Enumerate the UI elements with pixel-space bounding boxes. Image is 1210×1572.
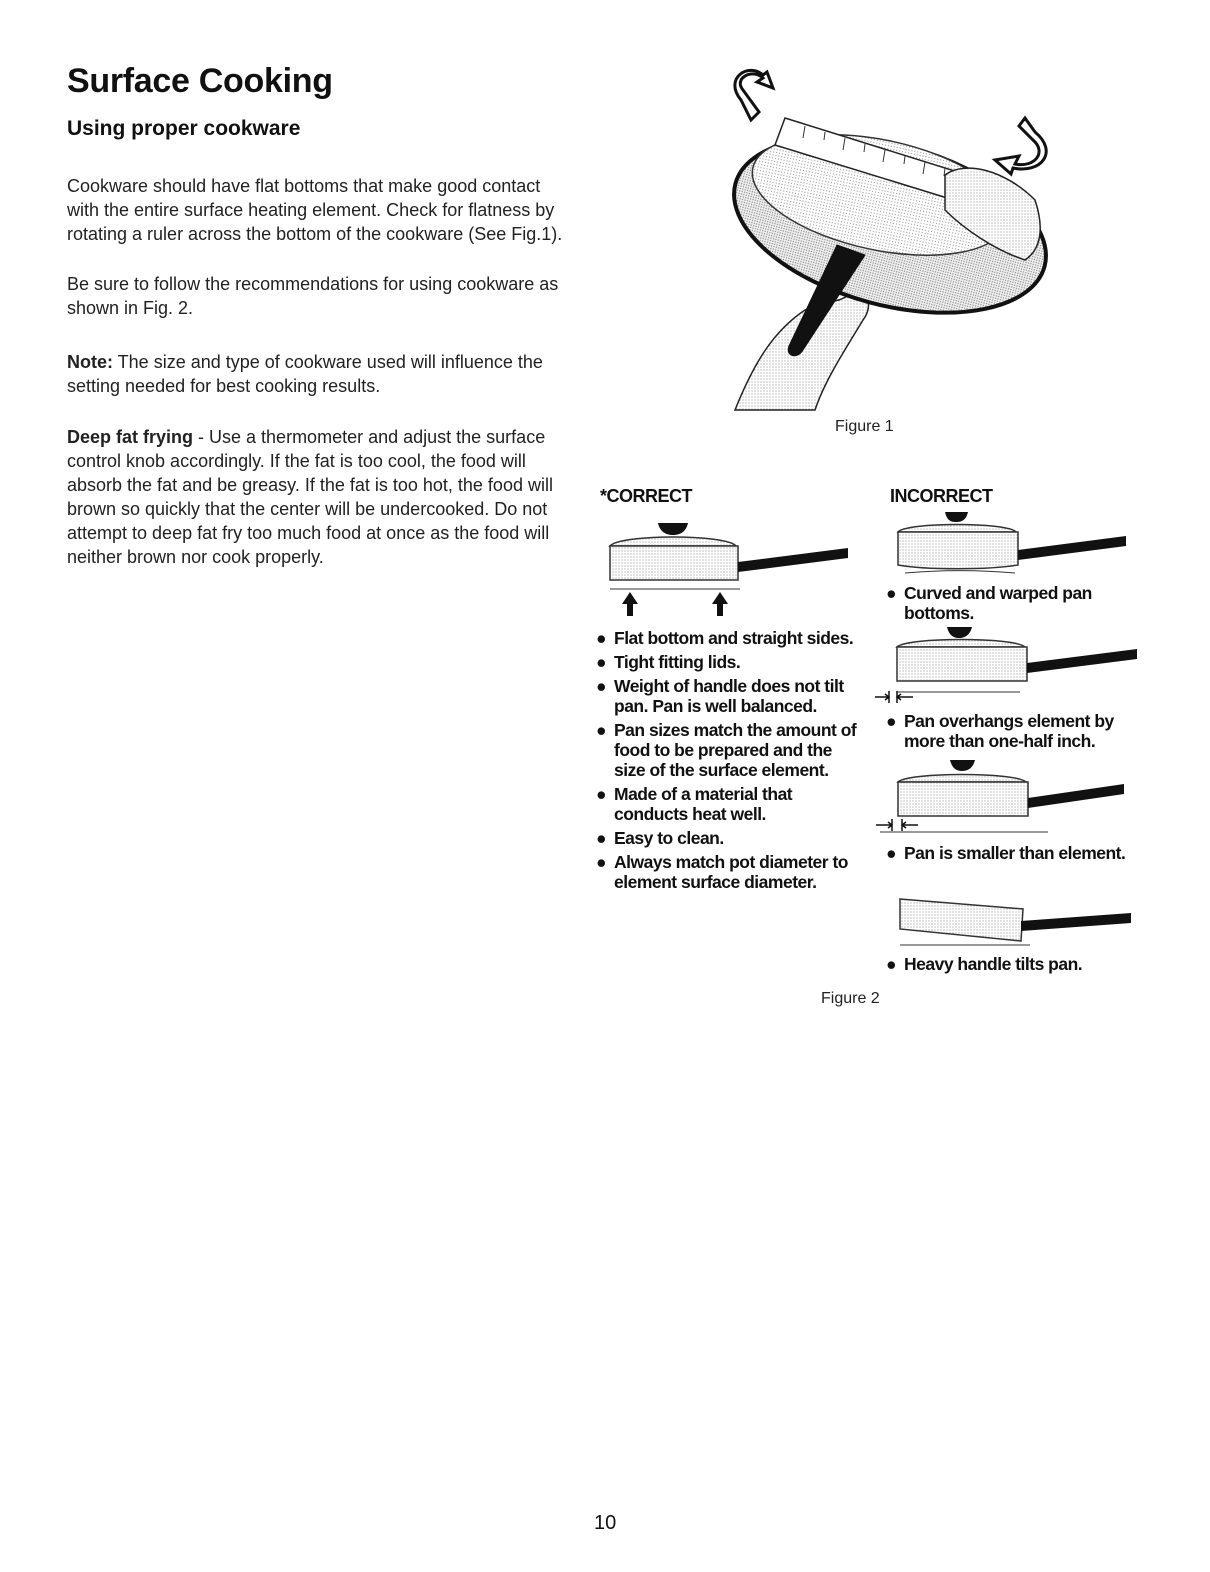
deep-fat-frying-paragraph <box>67 425 572 569</box>
list-item: ● Flat bottom and straight sides. <box>596 628 854 648</box>
figure1-caption: Figure 1 <box>835 418 894 435</box>
warped-pan-illustration <box>890 510 1140 580</box>
figure1-illustration <box>715 60 1050 415</box>
correct-list <box>594 628 864 896</box>
list-item: ● Heavy handle tilts pan. <box>886 954 1083 974</box>
list-item: ● Curved and warped pan bottoms. <box>886 583 1092 623</box>
note-paragraph <box>67 350 572 398</box>
small-pan-illustration <box>870 758 1135 838</box>
rotate-arrow-left-icon <box>735 70 773 120</box>
up-arrow-left-icon <box>622 592 638 616</box>
list-item: ● Pan is smaller than element. <box>886 843 1126 863</box>
incorrect-item-3 <box>884 843 1144 867</box>
deep-fat-text: - Use a thermometer and adjust the surface control knob accordingly. If the fat is too cool, the food will absorb the fat and be greasy. If the fat is too hot, the food will brown so quickly that the center will be undercooked. Do not attempt to deep fat fry too much food at once as the food will neither brown nor cook properly. <box>67 427 553 567</box>
incorrect-item-2 <box>884 711 1144 755</box>
note-text: The size and type of cookware used will influence the setting needed for best cooking results. <box>67 352 543 396</box>
correct-pan-illustration <box>600 520 865 620</box>
list-item: ● Weight of handle does not tilt pan. Pan is well balanced. <box>596 676 844 716</box>
incorrect-item-1 <box>884 583 1144 627</box>
list-item: ● Made of a material that conducts heat well. <box>596 784 793 824</box>
list-item: ● Pan overhangs element by more than one-half inch. <box>886 711 1114 751</box>
list-item: ● Always match pot diameter to element surface diameter. <box>596 852 848 892</box>
pan-body <box>610 546 738 580</box>
tilted-pan-illustration <box>895 893 1140 953</box>
note-label: Note: <box>67 352 113 372</box>
lid-knob <box>658 523 688 535</box>
pan-handle <box>738 548 848 572</box>
overhang-pan-illustration <box>875 625 1140 705</box>
section-subtitle: Using proper cookware <box>67 117 301 140</box>
lid <box>610 537 736 546</box>
recommendation-paragraph: Be sure to follow the recommendations for using cookware as shown in Fig. 2. <box>67 274 559 318</box>
correct-heading: *CORRECT <box>600 486 693 506</box>
incorrect-item-4 <box>884 954 1144 978</box>
list-item: ● Easy to clean. <box>596 828 724 848</box>
up-arrow-right-icon <box>712 592 728 616</box>
incorrect-heading: INCORRECT <box>890 486 993 506</box>
intro-paragraph: Cookware should have flat bottoms that make good contact with the entire surface heating element. Check for flatness by rotating a ruler across the bottom of the cookware (See Fig.1). <box>67 176 563 244</box>
rotate-arrow-right-icon <box>995 118 1046 174</box>
page-number: 10 <box>594 1512 617 1534</box>
figure2-caption: Figure 2 <box>821 990 880 1007</box>
list-item: ● Pan sizes match the amount of food to be prepared and the size of the surface element. <box>596 720 857 780</box>
deep-fat-label: Deep fat frying <box>67 427 194 447</box>
page-title: Surface Cooking <box>67 62 333 100</box>
list-item: ● Tight fitting lids. <box>596 652 741 672</box>
